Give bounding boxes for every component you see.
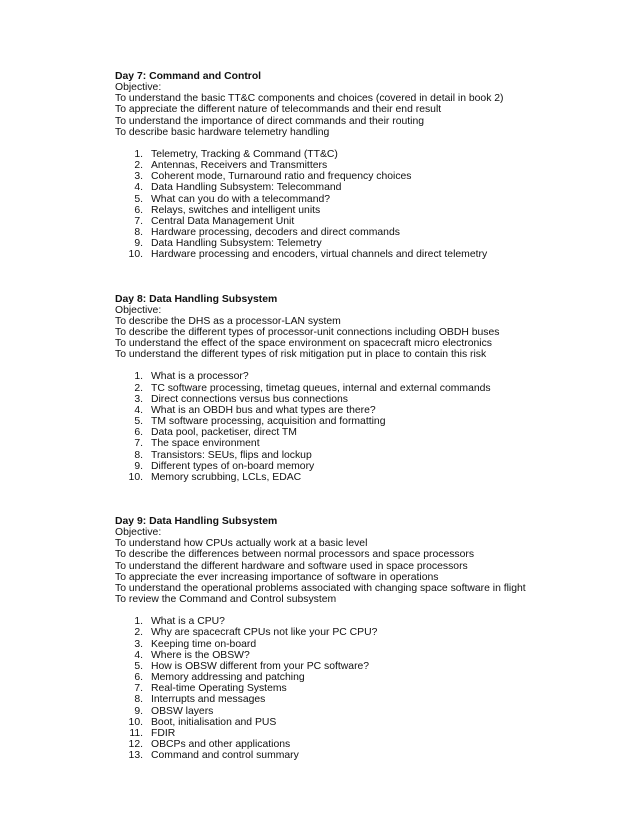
topic-list-item — [115, 371, 615, 382]
topic-text: Transistors: SEUs, flips and lockup — [151, 449, 312, 461]
topic-number: 4. — [134, 649, 143, 661]
topic-text: Data pool, packetiser, direct TM — [151, 427, 297, 439]
topic-number: 6. — [134, 427, 143, 439]
topic-list-item — [115, 149, 615, 160]
objective-line: To understand the importance of direct commands and their routing — [115, 115, 425, 127]
objective-line: To understand how CPUs actually work at a basic level — [115, 538, 368, 550]
topic-list — [115, 149, 615, 261]
day-section — [115, 294, 615, 484]
topic-text: Boot, initialisation and PUS — [151, 716, 277, 728]
topic-number: 13. — [128, 750, 143, 762]
topic-list-item — [115, 216, 615, 227]
topic-text: TM software processing, acquisition and formatting — [151, 416, 386, 428]
topic-list-item — [115, 427, 615, 438]
day-section — [115, 516, 615, 761]
topic-text: Different types of on-board memory — [151, 460, 315, 472]
topic-number: 1. — [134, 371, 143, 383]
section-title: Day 7: Command and Control — [115, 71, 262, 82]
topic-list-item — [115, 182, 615, 193]
topic-number: 1. — [134, 616, 143, 628]
objective-line: To describe basic hardware telemetry handling — [115, 126, 330, 138]
topic-number: 3. — [134, 171, 143, 183]
topic-number: 1. — [134, 148, 143, 160]
topic-number: 2. — [134, 382, 143, 394]
topic-text: Relays, switches and intelligent units — [151, 204, 321, 216]
topic-list-item — [115, 450, 615, 461]
topic-text: Memory addressing and patching — [151, 672, 305, 684]
topic-text: Antennas, Receivers and Transmitters — [151, 160, 328, 172]
topic-number: 3. — [134, 393, 143, 405]
topic-text: Data Handling Subsystem: Telecommand — [151, 182, 342, 194]
topic-list-item — [115, 249, 615, 260]
section-title: Day 8: Data Handling Subsystem — [115, 293, 278, 305]
topic-list — [115, 616, 615, 761]
topic-list-item — [115, 694, 615, 705]
topic-number: 7. — [134, 438, 143, 450]
topic-text: Coherent mode, Turnaround ratio and frequency choices — [151, 171, 412, 183]
topic-number: 10. — [128, 249, 143, 261]
topic-text: Real-time Operating Systems — [151, 683, 287, 695]
objective-line: To describe the DHS as a processor-LAN system — [115, 315, 341, 327]
topic-number: 9. — [134, 705, 143, 717]
topic-list-item — [115, 650, 615, 661]
document-page — [115, 71, 615, 761]
topic-text: Keeping time on-board — [151, 638, 257, 650]
topic-number: 7. — [134, 215, 143, 227]
objective-line: To understand the basic TT&C components and choices (covered in detail in book 2) — [115, 93, 504, 105]
topic-number: 9. — [134, 460, 143, 472]
topic-text: TC software processing, timetag queues, internal and external commands — [151, 382, 491, 394]
topic-number: 8. — [134, 449, 143, 461]
topic-number: 7. — [134, 683, 143, 695]
objective-line: To appreciate the different nature of telecommands and their end result — [115, 104, 442, 116]
topic-list-item — [115, 750, 615, 761]
objective-line: To describe the different types of processor-unit connections including OBDH buses — [115, 326, 500, 338]
topic-number: 4. — [134, 404, 143, 416]
topic-list-item — [115, 416, 615, 427]
topic-text: Hardware processing and encoders, virtual channels and direct telemetry — [151, 249, 488, 261]
topic-text: Why are spacecraft CPUs not like your PC CPU? — [151, 627, 378, 639]
topic-text: What can you do with a telecommand? — [151, 193, 331, 205]
topic-text: What is a processor? — [151, 371, 249, 383]
topic-list-item — [115, 461, 615, 472]
objective-line: To understand the different hardware and software used in space processors — [115, 560, 468, 572]
topic-number: 3. — [134, 638, 143, 650]
topic-list-item — [115, 205, 615, 216]
objective-line: To understand the different types of risk mitigation put in place to contain this risk — [115, 349, 487, 361]
topic-number: 6. — [134, 204, 143, 216]
topic-number: 6. — [134, 672, 143, 684]
topic-number: 5. — [134, 660, 143, 672]
topic-list-item — [115, 383, 615, 394]
topic-list-item — [115, 672, 615, 683]
topic-text: OBSW layers — [151, 705, 214, 717]
topic-list-item — [115, 160, 615, 171]
objective-label: Objective: — [115, 82, 162, 94]
topic-list-item — [115, 706, 615, 717]
topic-text: What is a CPU? — [151, 616, 225, 628]
topic-list-item — [115, 739, 615, 750]
topic-list-item — [115, 227, 615, 238]
objective-label: Objective: — [115, 304, 162, 316]
topic-text: Telemetry, Tracking & Command (TT&C) — [151, 148, 338, 160]
topic-number: 9. — [134, 238, 143, 250]
topic-text: Central Data Management Unit — [151, 215, 295, 227]
section-title: Day 9: Data Handling Subsystem — [115, 516, 278, 527]
topic-list-item — [115, 683, 615, 694]
topic-text: FDIR — [151, 727, 176, 739]
topic-text: OBCPs and other applications — [151, 738, 291, 750]
topic-list-item — [115, 171, 615, 182]
topic-text: How is OBSW different from your PC software? — [151, 660, 370, 672]
objective-line: To review the Command and Control subsystem — [115, 594, 337, 606]
topic-number: 5. — [134, 416, 143, 428]
topic-text: What is an OBDH bus and what types are there? — [151, 404, 376, 416]
objective-line: To describe the differences between normal processors and space processors — [115, 549, 475, 561]
topic-text: Direct connections versus bus connections — [151, 393, 348, 405]
topic-list-item — [115, 194, 615, 205]
topic-text: Memory scrubbing, LCLs, EDAC — [151, 471, 302, 483]
objective-label: Objective: — [115, 527, 162, 539]
topic-list-item — [115, 661, 615, 672]
topic-list-item — [115, 405, 615, 416]
topic-number: 4. — [134, 182, 143, 194]
topic-list-item — [115, 438, 615, 449]
topic-list-item — [115, 627, 615, 638]
topic-list-item — [115, 616, 615, 627]
topic-number: 11. — [129, 727, 143, 739]
topic-number: 12. — [128, 738, 143, 750]
topic-list-item — [115, 717, 615, 728]
topic-list-item — [115, 472, 615, 483]
topic-number: 10. — [128, 471, 143, 483]
topic-text: Hardware processing, decoders and direct commands — [151, 227, 400, 239]
topic-number: 2. — [134, 160, 143, 172]
topic-number: 10. — [128, 716, 143, 728]
topic-list — [115, 371, 615, 483]
topic-number: 2. — [134, 627, 143, 639]
topic-list-item — [115, 728, 615, 739]
topic-text: Interrupts and messages — [151, 694, 266, 706]
objective-line: To understand the operational problems associated with changing space software in flight — [115, 582, 526, 594]
objective-line: To understand the effect of the space environment on spacecraft micro electronics — [115, 338, 492, 350]
topic-list-item — [115, 639, 615, 650]
topic-text: Data Handling Subsystem: Telemetry — [151, 238, 322, 250]
topic-list-item — [115, 238, 615, 249]
topic-text: The space environment — [151, 438, 260, 450]
objective-line: To appreciate the ever increasing importance of software in operations — [115, 571, 439, 583]
topic-number: 5. — [134, 193, 143, 205]
day-section — [115, 71, 615, 261]
topic-number: 8. — [134, 694, 143, 706]
topic-list-item — [115, 394, 615, 405]
topic-number: 8. — [134, 227, 143, 239]
topic-text: Where is the OBSW? — [151, 649, 250, 661]
topic-text: Command and control summary — [151, 750, 299, 762]
